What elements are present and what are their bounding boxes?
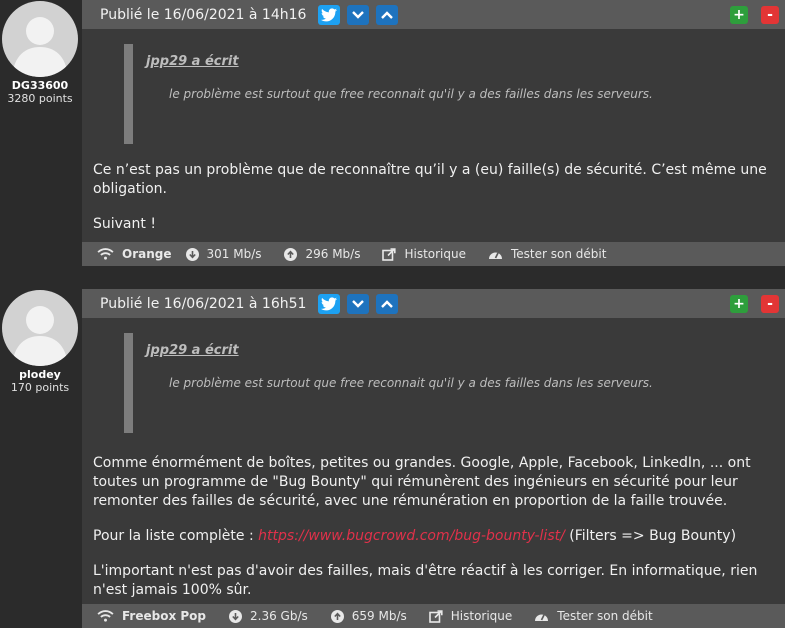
download-speed xyxy=(186,247,262,261)
paragraph-suffix: (Filters => Bug Bounty) xyxy=(564,528,737,544)
upvote-button[interactable]: + xyxy=(730,295,748,313)
download-value: 301 Mb/s xyxy=(206,247,262,261)
isp-name: Freebox Pop xyxy=(122,609,207,623)
quote-block xyxy=(124,333,785,433)
isp-info xyxy=(97,609,206,623)
scroll-up-button[interactable] xyxy=(376,5,398,25)
downvote-button[interactable]: - xyxy=(761,6,779,24)
user-points: 3280 points xyxy=(7,92,73,105)
post-paragraph: Ce n’est pas un problème que de reconnaître qu’il y a (eu) faille(s) de sécurité. C’est même une obligation. xyxy=(93,162,767,197)
upload-arrow-icon xyxy=(331,610,344,623)
post-paragraph: Suivant ! xyxy=(93,216,156,232)
quote-block xyxy=(124,44,785,144)
upvote-button[interactable]: + xyxy=(730,6,748,24)
forum-post xyxy=(0,266,785,628)
wifi-icon xyxy=(97,248,114,260)
post-paragraph xyxy=(93,527,775,546)
upload-speed xyxy=(331,609,407,623)
post-footer xyxy=(82,604,785,628)
forum-post xyxy=(0,0,785,266)
user-info xyxy=(0,290,80,394)
speedometer-icon xyxy=(488,248,503,260)
external-link-icon xyxy=(382,248,396,261)
speedtest-link[interactable] xyxy=(488,247,606,261)
twitter-share-button[interactable] xyxy=(318,294,340,314)
upload-arrow-icon xyxy=(284,248,297,261)
post-footer xyxy=(82,242,785,266)
external-link-icon xyxy=(429,610,443,623)
speedometer-icon xyxy=(534,610,549,622)
chevron-down-icon xyxy=(352,11,364,19)
history-link[interactable] xyxy=(429,609,513,623)
twitter-icon xyxy=(321,8,337,22)
post-body xyxy=(82,454,785,600)
post-body xyxy=(82,161,785,234)
post-header xyxy=(82,0,785,29)
download-arrow-icon xyxy=(229,610,242,623)
history-label: Historique xyxy=(450,609,513,623)
scroll-down-button[interactable] xyxy=(347,294,369,314)
quote-author[interactable]: jpp29 a écrit xyxy=(146,343,239,358)
upload-value: 659 Mb/s xyxy=(351,609,407,623)
chevron-up-icon xyxy=(381,11,393,19)
bugcrowd-link[interactable]: https://www.bugcrowd.com/bug-bounty-list/ xyxy=(258,528,565,544)
speedtest-label: Tester son débit xyxy=(557,609,653,623)
quote-text: le problème est surtout que free reconnait qu'il y a des failles dans les serveurs. xyxy=(169,87,653,101)
chevron-down-icon xyxy=(352,300,364,308)
isp-name: Orange xyxy=(122,247,172,261)
quote-text: le problème est surtout que free reconnait qu'il y a des failles dans les serveurs. xyxy=(169,376,653,390)
post-date: Publié le 16/06/2021 à 14h16 xyxy=(100,6,307,23)
username[interactable]: plodey xyxy=(19,368,61,381)
avatar[interactable] xyxy=(2,290,78,366)
speedtest-link[interactable] xyxy=(534,609,652,623)
upload-speed xyxy=(284,247,360,261)
post-date: Publié le 16/06/2021 à 16h51 xyxy=(100,295,307,312)
post-paragraph: Comme énormément de boîtes, petites ou grandes. Google, Apple, Facebook, LinkedIn, ... ont toutes un programme de "Bug Bounty" qui rémunèrent des ingénieurs en sécurité pour leur remonter des failles de sécurité, avec une rémunération en proportion de la faille trouvée. xyxy=(93,455,751,509)
wifi-icon xyxy=(97,610,114,622)
download-value: 2.36 Gb/s xyxy=(250,609,308,623)
quote-author[interactable]: jpp29 a écrit xyxy=(146,54,239,69)
post-content xyxy=(82,289,785,628)
post-header xyxy=(82,289,785,318)
twitter-icon xyxy=(321,297,337,311)
post-content xyxy=(82,0,785,266)
speedtest-label: Tester son débit xyxy=(511,247,607,261)
history-label: Historique xyxy=(404,247,466,261)
downvote-button[interactable]: - xyxy=(761,295,779,313)
history-link[interactable] xyxy=(382,247,466,261)
upload-value: 296 Mb/s xyxy=(305,247,361,261)
download-speed xyxy=(229,609,308,623)
scroll-up-button[interactable] xyxy=(376,294,398,314)
paragraph-prefix: Pour la liste complète : xyxy=(93,528,259,544)
download-arrow-icon xyxy=(186,248,199,261)
user-info xyxy=(0,1,80,105)
isp-info xyxy=(97,247,172,261)
twitter-share-button[interactable] xyxy=(318,5,340,25)
scroll-down-button[interactable] xyxy=(347,5,369,25)
username[interactable]: DG33600 xyxy=(11,79,69,92)
chevron-up-icon xyxy=(381,300,393,308)
user-points: 170 points xyxy=(10,381,70,394)
avatar[interactable] xyxy=(2,1,78,77)
post-paragraph: L'important n'est pas d'avoir des failles, mais d'être réactif à les corriger. En informatique, rien n'est jamais 100% sûr. xyxy=(93,563,758,598)
